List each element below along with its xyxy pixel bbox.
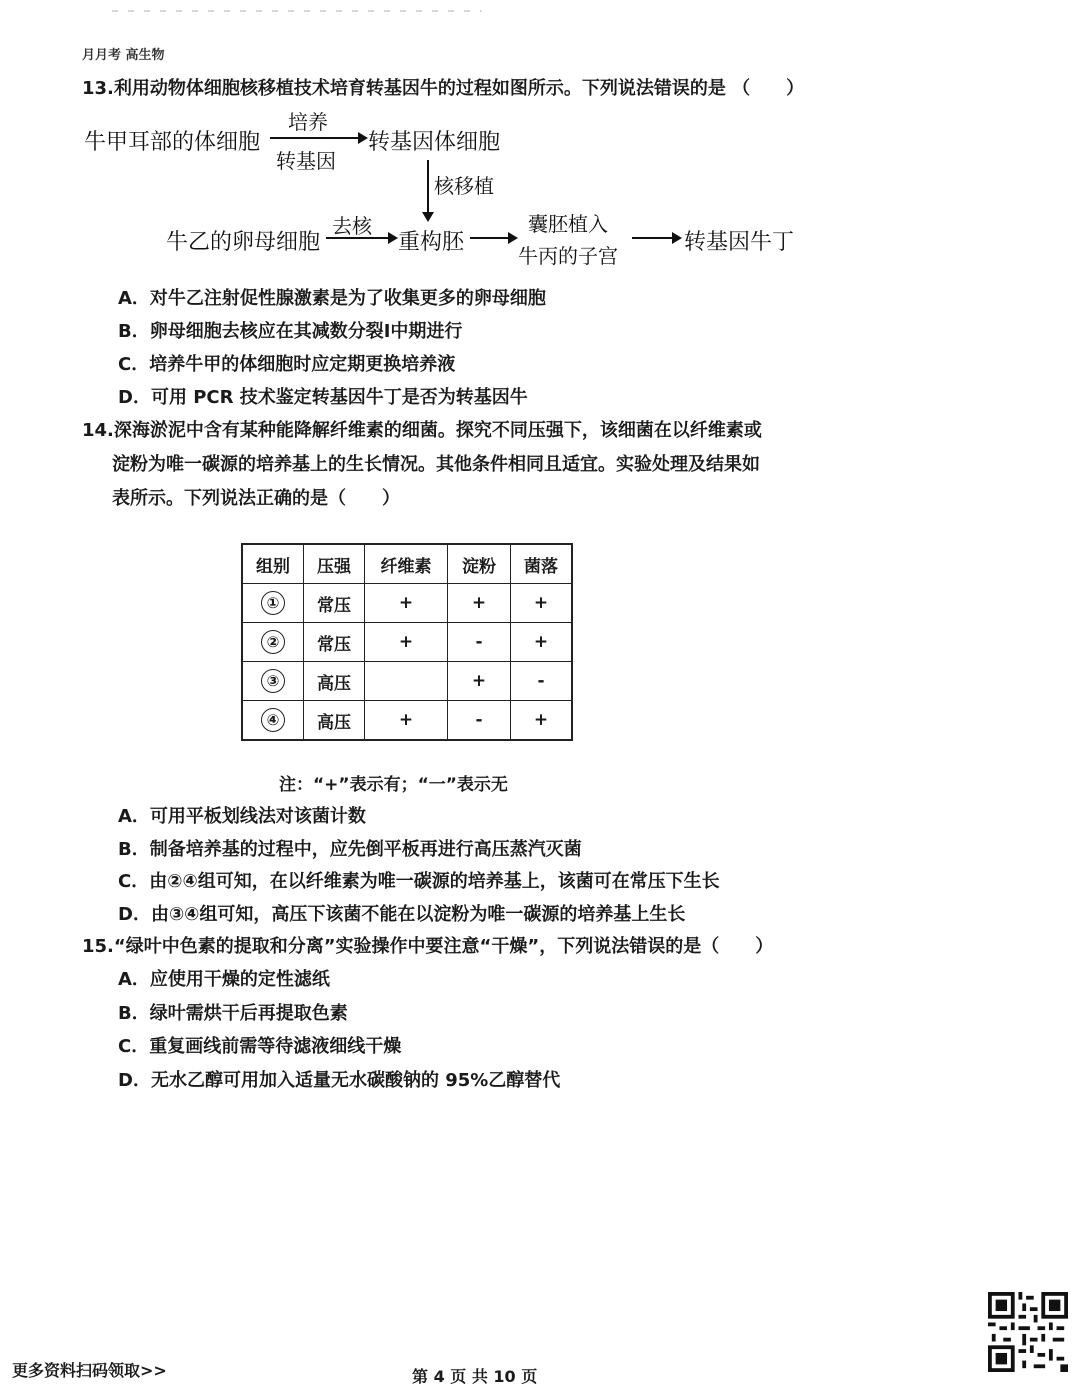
table-cell: + <box>365 584 448 623</box>
q14-option-c: C．由②④组可知，在以纤维素为唯一碳源的培养基上，该菌可在常压下生长 <box>118 871 720 892</box>
table-cell: + <box>448 662 511 701</box>
q13-option-a: A．对牛乙注射促性腺激素是为了收集更多的卵母细胞 <box>118 288 546 309</box>
footer-promo-link[interactable]: 更多资料扫码领取>> <box>12 1361 167 1380</box>
table-header-cell: 淀粉 <box>448 544 511 584</box>
q13-option-d: D．可用 PCR 技术鉴定转基因牛丁是否为转基因牛 <box>118 387 528 408</box>
qr-code[interactable] <box>988 1292 1068 1372</box>
q14-option-b: B．制备培养基的过程中，应先倒平板再进行高压蒸汽灭菌 <box>118 839 582 860</box>
table-row <box>242 701 572 741</box>
table-cell: + <box>511 584 573 623</box>
table-cell: + <box>365 701 448 741</box>
q15-option-d: D．无水乙醇可用加入适量无水碳酸钠的 95%乙醇替代 <box>118 1070 561 1091</box>
flow-node-transgenic-cow: 转基因牛丁 <box>684 230 795 255</box>
table-row <box>242 623 572 662</box>
table-cell: 常压 <box>304 584 365 623</box>
q13-option-c: C．培养牛甲的体细胞时应定期更换培养液 <box>118 354 456 375</box>
table-cell: - <box>448 701 511 741</box>
flow-node-blastocyst-line1: 囊胚植入 <box>528 212 608 236</box>
flow-node-reconstructed-embryo: 重构胚 <box>398 230 465 255</box>
q14-stem-line2: 淀粉为唯一碳源的培养基上的生长情况。其他条件相同且适宜。实验处理及结果如 <box>112 454 760 475</box>
table-cell: 高压 <box>304 701 365 741</box>
q13-option-b: B．卵母细胞去核应在其减数分裂Ⅰ中期进行 <box>118 321 463 342</box>
q15-stem: 15.“绿叶中色素的提取和分离”实验操作中要注意“干燥”，下列说法错误的是（ ） <box>82 936 774 957</box>
table-cell <box>365 662 448 701</box>
flow-node-oocyte: 牛乙的卵母细胞 <box>166 230 321 255</box>
flow-node-transgenic-cell: 转基因体细胞 <box>368 130 501 155</box>
q15-option-a: A．应使用干燥的定性滤纸 <box>118 969 330 990</box>
table-cell: 常压 <box>304 623 365 662</box>
q14-option-d: D．由③④组可知，高压下该菌不能在以淀粉为唯一碳源的培养基上生长 <box>118 904 686 925</box>
table-cell: + <box>511 701 573 741</box>
flow-node-blastocyst-line2: 牛丙的子宫 <box>518 244 618 268</box>
table-cell: - <box>511 662 573 701</box>
q15-option-b: B．绿叶需烘干后再提取色素 <box>118 1003 348 1024</box>
q14-stem-line1: 14.深海淤泥中含有某种能降解纤维素的细菌。探究不同压强下，该细菌在以纤维素或 <box>82 420 762 441</box>
table-cell: - <box>448 623 511 662</box>
flow-label-enucleation: 去核 <box>332 214 372 238</box>
group-number: ② <box>261 630 285 654</box>
flow-label-nuclear-transfer: 核移植 <box>434 174 494 198</box>
group-number: ① <box>261 591 285 615</box>
q14-option-a: A．可用平板划线法对该菌计数 <box>118 806 366 827</box>
table-header-cell: 压强 <box>304 544 365 584</box>
flow-label-transgene: 转基因 <box>276 149 336 173</box>
q14-results-table <box>241 543 573 741</box>
flow-node-bovine-a-somatic-cell: 牛甲耳部的体细胞 <box>84 130 261 155</box>
table-header-row <box>242 544 572 584</box>
q15-option-c: C．重复画线前需等待滤液细线干燥 <box>118 1036 402 1057</box>
group-number: ④ <box>261 708 285 732</box>
page-number: 第 4 页 共 10 页 <box>412 1367 538 1386</box>
q14-stem-line3: 表所示。下列说法正确的是（ ） <box>112 488 400 509</box>
table-row <box>242 584 572 623</box>
table-header-cell: 菌落 <box>511 544 573 584</box>
table-header-cell: 组别 <box>242 544 304 584</box>
exam-header: 月月考 高生物 <box>82 48 165 63</box>
table-row <box>242 662 572 701</box>
flow-label-culture: 培养 <box>288 110 328 134</box>
q14-table-note: 注：“+”表示有；“一”表示无 <box>279 775 508 795</box>
table-cell: + <box>365 623 448 662</box>
q13-stem: 13.利用动物体细胞核移植技术培育转基因牛的过程如图所示。下列说法错误的是 （ ） <box>82 78 805 99</box>
table-header-cell: 纤维素 <box>365 544 448 584</box>
group-number: ③ <box>261 669 285 693</box>
table-cell: 高压 <box>304 662 365 701</box>
table-cell: + <box>448 584 511 623</box>
table-cell: + <box>511 623 573 662</box>
